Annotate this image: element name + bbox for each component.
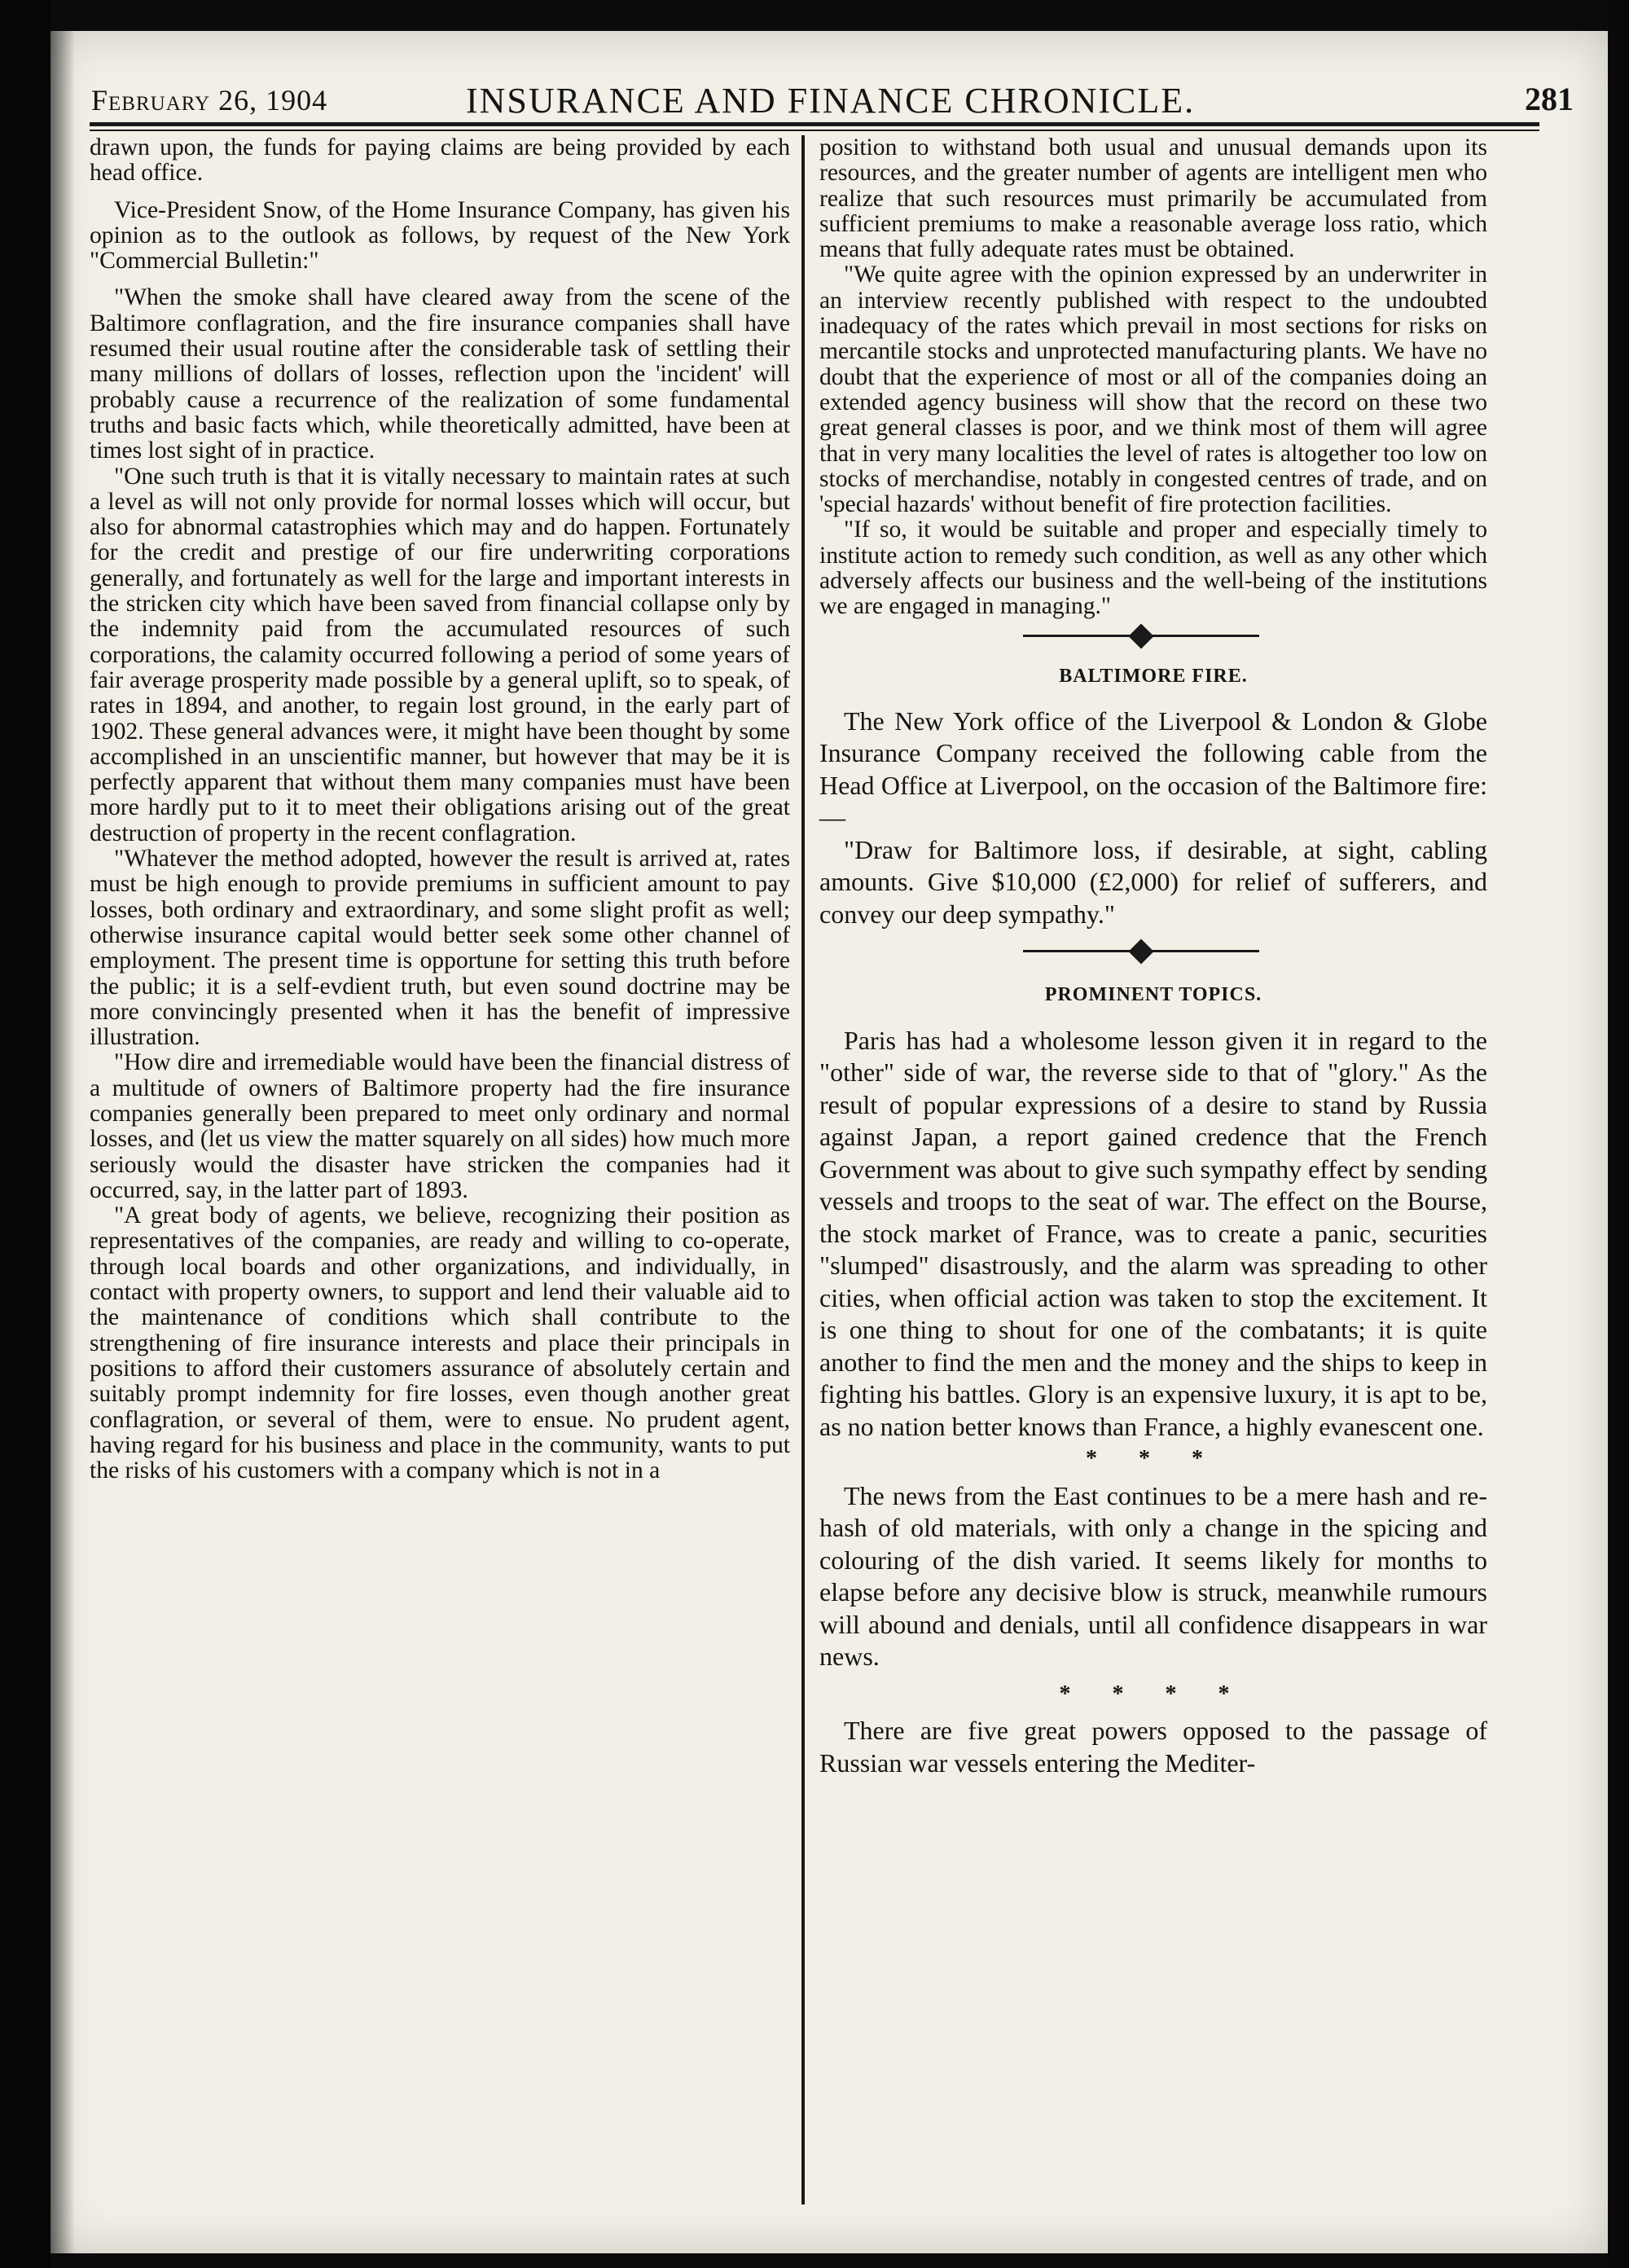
scan-border-right (1608, 0, 1629, 2268)
right-paragraph: "If so, it would be suitable and proper and especially timely to institute action to remedy such condition, as well as any other which adversely affects our business and the well-being of the institutions we are engaged in managing." (819, 516, 1487, 620)
right-paragraph: position to withstand both usual and unusual demands upon its resources, and the greater number of agents are intelligent men who realize that such resources must primarily be accumulated from sufficient premiums to make a reasonable average loss ratio, which means that fully adequate rates must be obtained. (819, 134, 1487, 263)
topics-paragraph: The news from the East continues to be a mere hash and re-hash of old materials, with only a change in the spicing and colouring of the dish varied. It seems likely for months to elapse before any decisive blow is struck, meanwhile rumours will abound and denials, until all confidence disappears in war news. (819, 1480, 1487, 1672)
left-paragraph: "A great body of agents, we believe, recognizing their position as representatives of the companies, are ready and willing to co-operate, through local boards and other organizations, and individually, in contact with property owners, to support and lend their valuable aid to the maintenance of conditions which shall contribute to the strengthening of fire insurance interests and place their principals in positions to afford their customers assurance of absolutely certain and suitably prompt indemnity for fire losses, even though another great conflagration, or several of them, were to ensue. No prudent agent, having regard for his business and place in the community, wants to put the risks of his customers with a company which is not in a (90, 1202, 790, 1484)
binding-shadow (50, 31, 75, 2253)
header-rule-thick (90, 122, 1539, 126)
baltimore-paragraph: The New York office of the Liverpool & London & Globe Insurance Company received the following cable from the Head Office at Liverpool, on the occasion of the Baltimore fire:— (819, 705, 1487, 833)
page-number: 281 (1525, 81, 1574, 117)
right-paragraph: "We quite agree with the opinion expressed by an underwriter in an interview recently published with respect to the undoubted inadequacy of the rates which prevail in most sections for risks on mercantile stocks and unprotected manufacturing plants. We have no doubt that the experience of most or all of the companies doing an extended agency business will show that the record on these two great general classes is poor, and we think most of them will agree that in very many localities the level of rates is altogether too low on stocks of merchandise, notably in congested centres of trade, and on 'special hazards' without benefit of fire protection facilities. (819, 262, 1487, 518)
section-ornament (819, 620, 1487, 653)
baltimore-paragraph: "Draw for Baltimore loss, if desirable, at sight, cabling amounts. Give $10,000 (£2,000) for relief of sufferers, and convey our deep sympathy." (819, 834, 1487, 929)
right-column (819, 135, 1487, 1779)
left-paragraph: Vice-President Snow, of the Home Insurance Company, has given his opinion as to the outlook as follows, by request of the New York "Commercial Bulletin:" (90, 196, 790, 275)
page-header (83, 55, 1574, 121)
section-ornament (819, 935, 1487, 968)
column-divider (801, 135, 805, 2204)
left-column (90, 135, 790, 1483)
topics-paragraph: There are five great powers opposed to the passage of Russian war vessels entering the Mediter- (819, 1716, 1487, 1778)
left-paragraph: "When the smoke shall have cleared away from the scene of the Baltimore conflagration, and the fire insurance companies shall have resumed their usual routine after the considerable task of settling their many millions of dollars of losses, reflection upon the 'incident' will probably cause a recurrence of the realization of some fundamental truths and basic facts which, while theoretically admitted, have been at times lost sight of in practice. (90, 284, 790, 464)
left-paragraph: "How dire and irremediable would have been the financial distress of a multitude of owners of Baltimore property had the fire insurance companies generally been prepared to meet only ordinary and normal losses, and (let us view the matter squarely on all sides) how much more seriously would the disaster have stricken the companies had it occurred, say, in the latter part of 1893. (90, 1049, 790, 1203)
section-stars: * * * * (1059, 1681, 1248, 1707)
left-paragraph: "Whatever the method adopted, however the result is arrived at, rates must be high enough to provide premiums in sufficient amount to pay losses, both ordinary and extraordinary, and some slight profit as well; otherwise insurance capital would better seek some other channel of employment. The present time is opportune for setting this truth before the public; it is a self-evdient truth, but even sound doctrine may be more convincingly presented when it has the benefit of impressive illustration. (90, 846, 790, 1051)
section-heading-prominent-topics: PROMINENT TOPICS. (1044, 984, 1262, 1006)
left-paragraph: drawn upon, the funds for paying claims are being provided by each head office. (90, 134, 790, 187)
section-heading-baltimore-fire: BALTIMORE FIRE. (1059, 665, 1248, 687)
topics-paragraph: Paris has had a wholesome lesson given it in regard to the "other" side of war, the reverse side to that of "glory." As the result of popular expressions of a desire to stand by Russia against Japan, a report gained credence that the French Government was about to give such sympathy effect by sending vessels and troops to the seat of war. The effect on the Bourse, the stock market of France, was to create a panic, securities "slumped" disastrously, and the alarm was spreading to other cities, when official action was taken to stop the excitement. It is one thing to shout for one of the combatants; it is quite another to find the men and the money and the ships to keep in fighting his battles. Glory is an expensive luxury, it is apt to be, as no nation better knows than France, a highly evanescent one. (819, 1025, 1487, 1441)
header-date: February 26, 1904 (91, 84, 328, 116)
header-rule-thin (90, 130, 1539, 131)
left-paragraph: "One such truth is that it is vitally necessary to maintain rates at such a level as will not only provide for normal losses which will occur, but also for abnormal catastrophies which may and do happen. Fortunately for the credit and prestige of our fire underwriting corporations generally, and fortunately as well for the large and important interests in the stricken city which have been saved from financial collapse only by the indemnity paid from the accumulated resources of such corporations, the calamity occurred following a period of some years of fair average prosperity made possible by a general uplift, so to speak, of rates in 1894, and another, to regain lost ground, in the early part of 1902. These general advances were, it might have been thought by some accomplished in an unscientific manner, but however that may be it is perfectly apparent that without them many companies must have been more hardly put to it to meet their obligations arising out of the great destruction of property in the recent conflagration. (90, 463, 790, 846)
header-title: INSURANCE AND FINANCE CHRONICLE. (466, 81, 1196, 121)
section-stars: * * * (1086, 1446, 1221, 1472)
newspaper-page (50, 31, 1608, 2253)
scan-border-left (0, 0, 50, 2268)
